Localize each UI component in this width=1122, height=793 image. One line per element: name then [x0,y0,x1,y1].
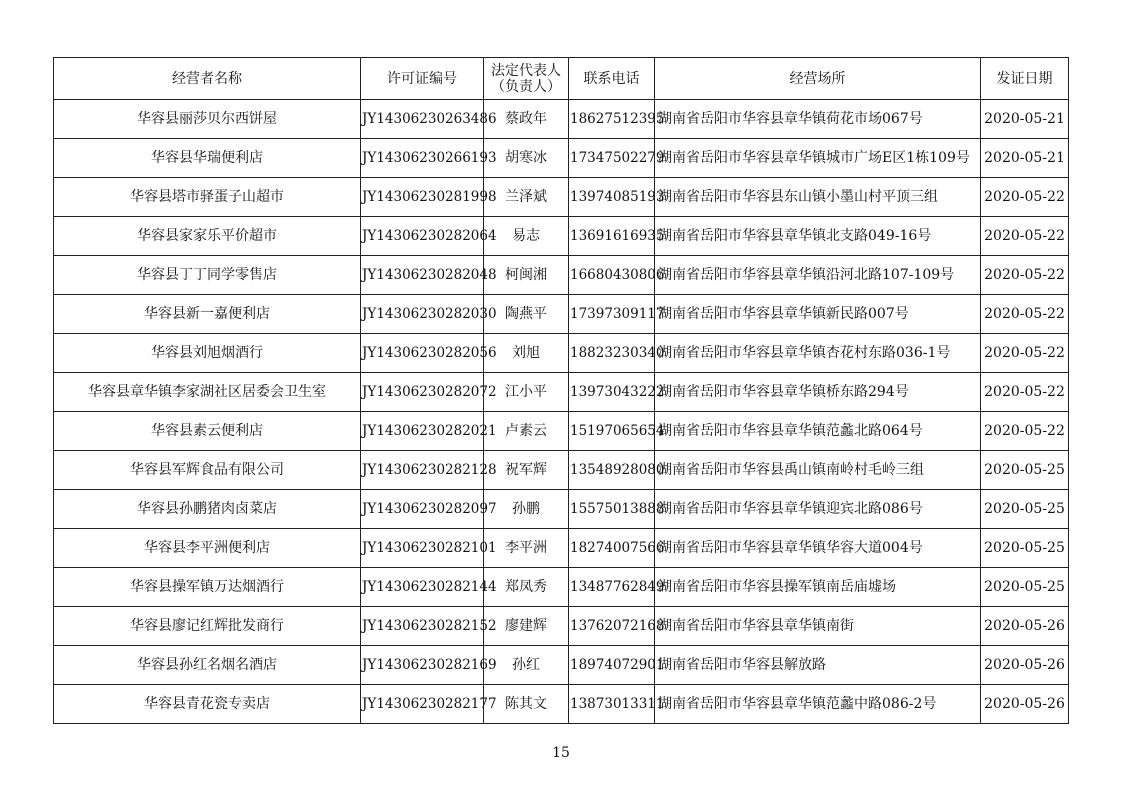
cell-operator-name: 华容县素云便利店 [54,412,361,451]
cell-operator-name: 华容县刘旭烟酒行 [54,334,361,373]
cell-address: 湖南省岳阳市华容县章华镇迎宾北路086号 [655,490,981,529]
cell-legal-representative: 孙鹏 [484,490,569,529]
cell-license-number: JY14306230282064 [361,217,484,256]
cell-operator-name: 华容县军辉食品有限公司 [54,451,361,490]
cell-legal-representative: 廖建辉 [484,607,569,646]
table-row [54,178,1069,217]
header-phone: 联系电话 [569,58,655,100]
cell-phone: 13973043222 [569,373,655,412]
cell-phone: 13873013311 [569,685,655,724]
header-issue-date: 发证日期 [981,58,1069,100]
table-row [54,334,1069,373]
cell-address: 湖南省岳阳市华容县章华镇桥东路294号 [655,373,981,412]
cell-operator-name: 华容县廖记红辉批发商行 [54,607,361,646]
table-header-row [54,58,1069,100]
header-operator-name: 经营者名称 [54,58,361,100]
cell-issue-date: 2020-05-25 [981,451,1069,490]
cell-issue-date: 2020-05-21 [981,139,1069,178]
cell-legal-representative: 刘旭 [484,334,569,373]
cell-issue-date: 2020-05-26 [981,685,1069,724]
cell-operator-name: 华容县孙鹏猪肉卤菜店 [54,490,361,529]
cell-license-number: JY14306230282101 [361,529,484,568]
cell-operator-name: 华容县华瑞便利店 [54,139,361,178]
cell-legal-representative: 蔡政年 [484,100,569,139]
cell-operator-name: 华容县孙红名烟名酒店 [54,646,361,685]
cell-address: 湖南省岳阳市华容县禹山镇南岭村毛岭三组 [655,451,981,490]
cell-operator-name: 华容县章华镇李家湖社区居委会卫生室 [54,373,361,412]
cell-issue-date: 2020-05-25 [981,568,1069,607]
cell-license-number: JY14306230282128 [361,451,484,490]
header-legal-representative [484,58,569,100]
table-row [54,607,1069,646]
header-legal-rep-line1: 法定代表人 [491,62,561,79]
table-row [54,100,1069,139]
cell-legal-representative: 江小平 [484,373,569,412]
cell-phone: 15197065654 [569,412,655,451]
license-table [53,57,1069,724]
cell-license-number: JY14306230282169 [361,646,484,685]
cell-phone: 18627512395 [569,100,655,139]
cell-issue-date: 2020-05-21 [981,100,1069,139]
cell-operator-name: 华容县操军镇万达烟酒行 [54,568,361,607]
cell-issue-date: 2020-05-22 [981,334,1069,373]
cell-issue-date: 2020-05-22 [981,412,1069,451]
table-row [54,490,1069,529]
cell-address: 湖南省岳阳市华容县章华镇新民路007号 [655,295,981,334]
page-number: 15 [552,745,570,761]
table-row [54,373,1069,412]
table-row [54,412,1069,451]
cell-phone: 17397309117 [569,295,655,334]
cell-license-number: JY14306230282056 [361,334,484,373]
cell-address: 湖南省岳阳市华容县章华镇沿河北路107-109号 [655,256,981,295]
cell-address: 湖南省岳阳市华容县章华镇北支路049-16号 [655,217,981,256]
cell-license-number: JY14306230282072 [361,373,484,412]
cell-phone: 13974085193 [569,178,655,217]
header-license-number: 许可证编号 [361,58,484,100]
cell-issue-date: 2020-05-26 [981,607,1069,646]
cell-issue-date: 2020-05-25 [981,529,1069,568]
cell-phone: 13691616935 [569,217,655,256]
cell-address: 湖南省岳阳市华容县章华镇范蠡北路064号 [655,412,981,451]
cell-legal-representative: 祝军辉 [484,451,569,490]
table-row [54,685,1069,724]
cell-license-number: JY14306230282048 [361,256,484,295]
table-row [54,217,1069,256]
cell-legal-representative: 郑凤秀 [484,568,569,607]
cell-phone: 18274007566 [569,529,655,568]
table-body [54,100,1069,724]
cell-phone: 18974072901 [569,646,655,685]
header-address: 经营场所 [655,58,981,100]
cell-address: 湖南省岳阳市华容县解放路 [655,646,981,685]
table-row [54,568,1069,607]
cell-license-number: JY14306230281998 [361,178,484,217]
cell-legal-representative: 孙红 [484,646,569,685]
cell-legal-representative: 卢素云 [484,412,569,451]
cell-issue-date: 2020-05-26 [981,646,1069,685]
cell-phone: 13548928080 [569,451,655,490]
cell-license-number: JY14306230282144 [361,568,484,607]
cell-issue-date: 2020-05-22 [981,217,1069,256]
cell-phone: 18823230340 [569,334,655,373]
cell-address: 湖南省岳阳市华容县章华镇杏花村东路036-1号 [655,334,981,373]
cell-operator-name: 华容县塔市驿蛋子山超市 [54,178,361,217]
cell-legal-representative: 胡寒冰 [484,139,569,178]
cell-legal-representative: 陶燕平 [484,295,569,334]
cell-legal-representative: 陈其文 [484,685,569,724]
cell-operator-name: 华容县李平洲便利店 [54,529,361,568]
table-row [54,139,1069,178]
cell-address: 湖南省岳阳市华容县章华镇荷花市场067号 [655,100,981,139]
cell-address: 湖南省岳阳市华容县东山镇小墨山村平顶三组 [655,178,981,217]
cell-address: 湖南省岳阳市华容县章华镇范蠡中路086-2号 [655,685,981,724]
table-row [54,256,1069,295]
cell-operator-name: 华容县青花瓷专卖店 [54,685,361,724]
cell-phone: 15575013888 [569,490,655,529]
header-legal-rep-line2: （负责人） [491,78,561,95]
cell-license-number: JY14306230263486 [361,100,484,139]
cell-phone: 13762072168 [569,607,655,646]
cell-phone: 13487762849 [569,568,655,607]
cell-address: 湖南省岳阳市华容县章华镇城市广场E区1栋109号 [655,139,981,178]
cell-issue-date: 2020-05-22 [981,295,1069,334]
cell-license-number: JY14306230282021 [361,412,484,451]
cell-issue-date: 2020-05-22 [981,373,1069,412]
cell-operator-name: 华容县家家乐平价超市 [54,217,361,256]
cell-license-number: JY14306230266193 [361,139,484,178]
table-row [54,451,1069,490]
cell-issue-date: 2020-05-22 [981,178,1069,217]
cell-issue-date: 2020-05-22 [981,256,1069,295]
cell-address: 湖南省岳阳市华容县操军镇南岳庙墟场 [655,568,981,607]
cell-license-number: JY14306230282152 [361,607,484,646]
cell-legal-representative: 李平洲 [484,529,569,568]
cell-license-number: JY14306230282030 [361,295,484,334]
cell-phone: 16680430806 [569,256,655,295]
table-row [54,529,1069,568]
cell-license-number: JY14306230282097 [361,490,484,529]
table-row [54,646,1069,685]
cell-issue-date: 2020-05-25 [981,490,1069,529]
cell-legal-representative: 兰泽斌 [484,178,569,217]
cell-license-number: JY14306230282177 [361,685,484,724]
cell-legal-representative: 易志 [484,217,569,256]
cell-address: 湖南省岳阳市华容县章华镇南街 [655,607,981,646]
cell-operator-name: 华容县丁丁同学零售店 [54,256,361,295]
cell-address: 湖南省岳阳市华容县章华镇华容大道004号 [655,529,981,568]
table-row [54,295,1069,334]
cell-legal-representative: 柯闽湘 [484,256,569,295]
cell-operator-name: 华容县丽莎贝尔西饼屋 [54,100,361,139]
cell-phone: 17347502279 [569,139,655,178]
cell-operator-name: 华容县新一嘉便利店 [54,295,361,334]
